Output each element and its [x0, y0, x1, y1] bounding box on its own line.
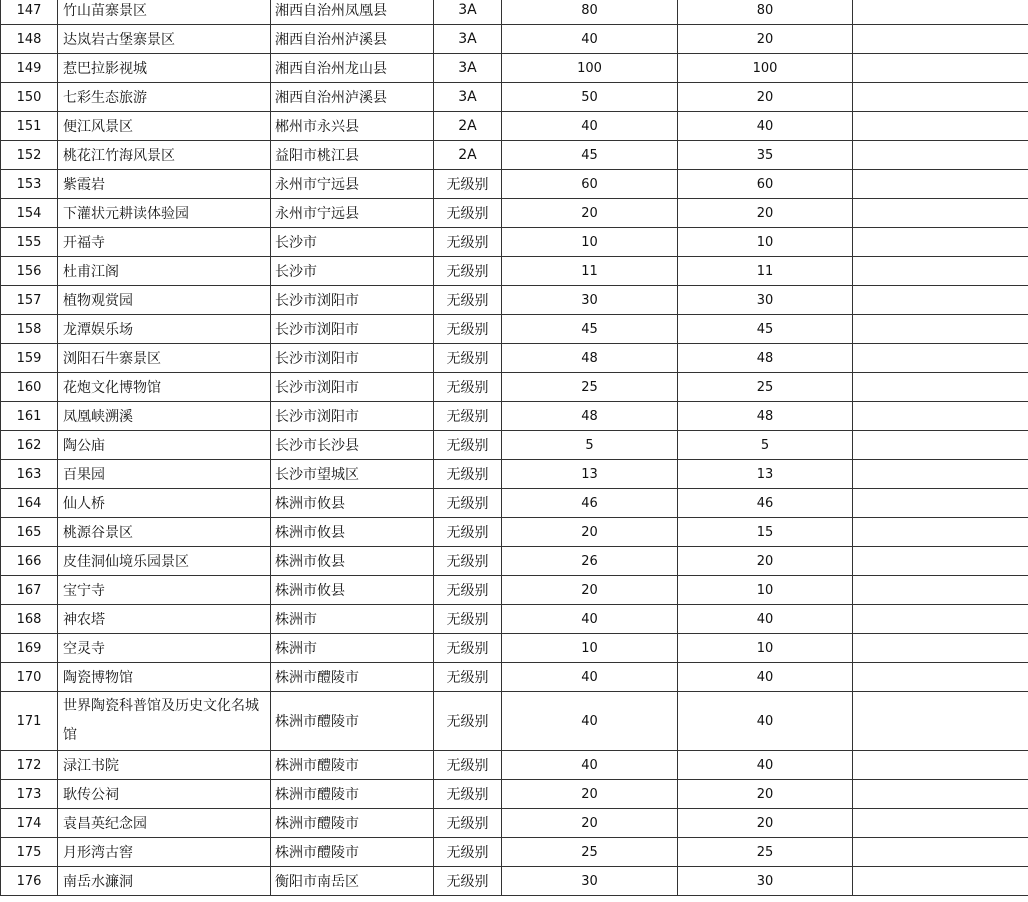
value-cell-1: 20 — [502, 199, 678, 228]
scenic-spot-name: 竹山苗寨景区 — [58, 0, 271, 25]
level-cell: 无级别 — [434, 228, 502, 257]
table-row — [1, 838, 1028, 867]
table-row — [1, 402, 1028, 431]
scenic-spot-name: 惹巴拉影视城 — [58, 54, 271, 83]
location-cell: 株洲市 — [271, 634, 434, 663]
location-cell: 株洲市醴陵市 — [271, 809, 434, 838]
row-number: 153 — [1, 170, 58, 199]
location-cell: 长沙市 — [271, 257, 434, 286]
note-cell — [853, 141, 1028, 170]
value-cell-2: 48 — [678, 344, 853, 373]
level-cell: 无级别 — [434, 489, 502, 518]
row-number: 169 — [1, 634, 58, 663]
value-cell-1: 40 — [502, 25, 678, 54]
level-cell: 无级别 — [434, 518, 502, 547]
table-row — [1, 170, 1028, 199]
value-cell-1: 40 — [502, 751, 678, 780]
note-cell — [853, 170, 1028, 199]
table-row — [1, 692, 1028, 751]
value-cell-2: 25 — [678, 373, 853, 402]
value-cell-2: 20 — [678, 83, 853, 112]
level-cell: 无级别 — [434, 257, 502, 286]
table-row — [1, 431, 1028, 460]
scenic-spot-name: 龙潭娱乐场 — [58, 315, 271, 344]
table-row — [1, 373, 1028, 402]
value-cell-2: 40 — [678, 605, 853, 634]
note-cell — [853, 634, 1028, 663]
location-cell: 株洲市醴陵市 — [271, 838, 434, 867]
location-cell: 株洲市醴陵市 — [271, 692, 434, 751]
value-cell-1: 40 — [502, 112, 678, 141]
row-number: 158 — [1, 315, 58, 344]
value-cell-1: 20 — [502, 809, 678, 838]
location-cell: 株洲市醴陵市 — [271, 780, 434, 809]
value-cell-2: 10 — [678, 634, 853, 663]
level-cell: 无级别 — [434, 605, 502, 634]
scenic-spot-name: 袁昌英纪念园 — [58, 809, 271, 838]
scenic-spot-name: 植物观赏园 — [58, 286, 271, 315]
value-cell-2: 80 — [678, 0, 853, 25]
row-number: 148 — [1, 25, 58, 54]
note-cell — [853, 286, 1028, 315]
row-number: 167 — [1, 576, 58, 605]
note-cell — [853, 25, 1028, 54]
scenic-spot-name: 世界陶瓷科普馆及历史文化名城馆 — [58, 692, 271, 751]
value-cell-2: 100 — [678, 54, 853, 83]
level-cell: 2A — [434, 141, 502, 170]
scenic-spot-name: 凤凰峡溯溪 — [58, 402, 271, 431]
value-cell-2: 20 — [678, 199, 853, 228]
value-cell-2: 30 — [678, 286, 853, 315]
scenic-spot-name: 耿传公祠 — [58, 780, 271, 809]
row-number: 172 — [1, 751, 58, 780]
value-cell-1: 11 — [502, 257, 678, 286]
location-cell: 益阳市桃江县 — [271, 141, 434, 170]
note-cell — [853, 0, 1028, 25]
row-number: 171 — [1, 692, 58, 751]
value-cell-2: 46 — [678, 489, 853, 518]
level-cell: 2A — [434, 112, 502, 141]
scenic-spot-name: 皮佳洞仙境乐园景区 — [58, 547, 271, 576]
scenic-spot-name: 月形湾古窖 — [58, 838, 271, 867]
value-cell-1: 13 — [502, 460, 678, 489]
scenic-spot-name: 开福寺 — [58, 228, 271, 257]
note-cell — [853, 809, 1028, 838]
level-cell: 无级别 — [434, 751, 502, 780]
table-body — [1, 0, 1028, 896]
level-cell: 无级别 — [434, 547, 502, 576]
location-cell: 长沙市浏阳市 — [271, 402, 434, 431]
value-cell-1: 30 — [502, 286, 678, 315]
note-cell — [853, 605, 1028, 634]
table-row — [1, 605, 1028, 634]
location-cell: 湘西自治州龙山县 — [271, 54, 434, 83]
value-cell-2: 20 — [678, 780, 853, 809]
note-cell — [853, 315, 1028, 344]
table-row — [1, 344, 1028, 373]
note-cell — [853, 867, 1028, 896]
table-row — [1, 228, 1028, 257]
level-cell: 无级别 — [434, 634, 502, 663]
row-number: 157 — [1, 286, 58, 315]
value-cell-2: 25 — [678, 838, 853, 867]
row-number: 147 — [1, 0, 58, 25]
value-cell-1: 25 — [502, 373, 678, 402]
row-number: 159 — [1, 344, 58, 373]
location-cell: 长沙市长沙县 — [271, 431, 434, 460]
note-cell — [853, 199, 1028, 228]
scenic-spot-name: 陶瓷博物馆 — [58, 663, 271, 692]
note-cell — [853, 576, 1028, 605]
value-cell-2: 48 — [678, 402, 853, 431]
row-number: 156 — [1, 257, 58, 286]
note-cell — [853, 489, 1028, 518]
location-cell: 永州市宁远县 — [271, 199, 434, 228]
scenic-spot-name: 渌江书院 — [58, 751, 271, 780]
level-cell: 无级别 — [434, 576, 502, 605]
value-cell-1: 46 — [502, 489, 678, 518]
location-cell: 株洲市攸县 — [271, 576, 434, 605]
table-row — [1, 460, 1028, 489]
table-row — [1, 867, 1028, 896]
table-row — [1, 112, 1028, 141]
table-row — [1, 634, 1028, 663]
value-cell-1: 40 — [502, 663, 678, 692]
table-row — [1, 0, 1028, 25]
value-cell-1: 25 — [502, 838, 678, 867]
table-row — [1, 547, 1028, 576]
scenic-spot-name: 宝宁寺 — [58, 576, 271, 605]
level-cell: 无级别 — [434, 809, 502, 838]
value-cell-2: 30 — [678, 867, 853, 896]
note-cell — [853, 83, 1028, 112]
level-cell: 无级别 — [434, 431, 502, 460]
note-cell — [853, 780, 1028, 809]
scenic-spot-name: 下灌状元耕读体验园 — [58, 199, 271, 228]
level-cell: 3A — [434, 0, 502, 25]
table-row — [1, 315, 1028, 344]
row-number: 151 — [1, 112, 58, 141]
table-row — [1, 576, 1028, 605]
location-cell: 长沙市 — [271, 228, 434, 257]
value-cell-1: 48 — [502, 402, 678, 431]
note-cell — [853, 228, 1028, 257]
value-cell-2: 40 — [678, 692, 853, 751]
scenic-spot-name: 杜甫江阁 — [58, 257, 271, 286]
note-cell — [853, 838, 1028, 867]
level-cell: 无级别 — [434, 867, 502, 896]
location-cell: 株洲市攸县 — [271, 547, 434, 576]
note-cell — [853, 547, 1028, 576]
value-cell-1: 40 — [502, 692, 678, 751]
value-cell-1: 20 — [502, 780, 678, 809]
value-cell-2: 10 — [678, 228, 853, 257]
location-cell: 衡阳市南岳区 — [271, 867, 434, 896]
scenic-spot-name: 桃花江竹海风景区 — [58, 141, 271, 170]
value-cell-1: 50 — [502, 83, 678, 112]
table-row — [1, 780, 1028, 809]
row-number: 149 — [1, 54, 58, 83]
row-number: 165 — [1, 518, 58, 547]
value-cell-2: 20 — [678, 25, 853, 54]
value-cell-2: 40 — [678, 112, 853, 141]
table-row — [1, 54, 1028, 83]
value-cell-1: 26 — [502, 547, 678, 576]
row-number: 164 — [1, 489, 58, 518]
value-cell-1: 20 — [502, 576, 678, 605]
table-row — [1, 199, 1028, 228]
location-cell: 湘西自治州泸溪县 — [271, 25, 434, 54]
note-cell — [853, 431, 1028, 460]
location-cell: 永州市宁远县 — [271, 170, 434, 199]
scenic-spot-name: 神农塔 — [58, 605, 271, 634]
scenic-spot-name: 七彩生态旅游 — [58, 83, 271, 112]
value-cell-1: 10 — [502, 634, 678, 663]
scenic-spot-name: 桃源谷景区 — [58, 518, 271, 547]
table-row — [1, 141, 1028, 170]
value-cell-1: 45 — [502, 141, 678, 170]
note-cell — [853, 257, 1028, 286]
table-row — [1, 83, 1028, 112]
note-cell — [853, 518, 1028, 547]
value-cell-1: 80 — [502, 0, 678, 25]
scenic-spot-name: 百果园 — [58, 460, 271, 489]
level-cell: 无级别 — [434, 286, 502, 315]
location-cell: 长沙市浏阳市 — [271, 315, 434, 344]
level-cell: 无级别 — [434, 199, 502, 228]
scenic-spot-name: 南岳水濂洞 — [58, 867, 271, 896]
location-cell: 长沙市浏阳市 — [271, 286, 434, 315]
row-number: 150 — [1, 83, 58, 112]
level-cell: 无级别 — [434, 315, 502, 344]
row-number: 163 — [1, 460, 58, 489]
scenic-spot-name: 陶公庙 — [58, 431, 271, 460]
row-number: 168 — [1, 605, 58, 634]
row-number: 152 — [1, 141, 58, 170]
value-cell-2: 15 — [678, 518, 853, 547]
location-cell: 郴州市永兴县 — [271, 112, 434, 141]
scenic-spot-name: 仙人桥 — [58, 489, 271, 518]
value-cell-1: 5 — [502, 431, 678, 460]
value-cell-2: 40 — [678, 751, 853, 780]
table-row — [1, 518, 1028, 547]
location-cell: 株洲市醴陵市 — [271, 663, 434, 692]
location-cell: 株洲市醴陵市 — [271, 751, 434, 780]
level-cell: 无级别 — [434, 460, 502, 489]
note-cell — [853, 373, 1028, 402]
location-cell: 湘西自治州凤凰县 — [271, 0, 434, 25]
level-cell: 无级别 — [434, 170, 502, 199]
value-cell-1: 10 — [502, 228, 678, 257]
scenic-spot-name: 达岚岩古堡寨景区 — [58, 25, 271, 54]
value-cell-2: 20 — [678, 547, 853, 576]
table-row — [1, 286, 1028, 315]
level-cell: 无级别 — [434, 838, 502, 867]
level-cell: 无级别 — [434, 373, 502, 402]
level-cell: 无级别 — [434, 780, 502, 809]
level-cell: 无级别 — [434, 692, 502, 751]
level-cell: 3A — [434, 25, 502, 54]
note-cell — [853, 54, 1028, 83]
value-cell-2: 45 — [678, 315, 853, 344]
level-cell: 无级别 — [434, 344, 502, 373]
location-cell: 株洲市攸县 — [271, 518, 434, 547]
scenic-spot-name: 空灵寺 — [58, 634, 271, 663]
location-cell: 株洲市 — [271, 605, 434, 634]
location-cell: 长沙市浏阳市 — [271, 373, 434, 402]
location-cell: 湘西自治州泸溪县 — [271, 83, 434, 112]
level-cell: 无级别 — [434, 663, 502, 692]
row-number: 160 — [1, 373, 58, 402]
value-cell-2: 60 — [678, 170, 853, 199]
table-row — [1, 751, 1028, 780]
value-cell-2: 20 — [678, 809, 853, 838]
level-cell: 3A — [434, 54, 502, 83]
row-number: 154 — [1, 199, 58, 228]
value-cell-2: 35 — [678, 141, 853, 170]
value-cell-1: 20 — [502, 518, 678, 547]
note-cell — [853, 344, 1028, 373]
value-cell-1: 48 — [502, 344, 678, 373]
value-cell-1: 40 — [502, 605, 678, 634]
row-number: 161 — [1, 402, 58, 431]
note-cell — [853, 751, 1028, 780]
note-cell — [853, 663, 1028, 692]
table-row — [1, 489, 1028, 518]
table-row — [1, 25, 1028, 54]
value-cell-2: 13 — [678, 460, 853, 489]
value-cell-1: 60 — [502, 170, 678, 199]
value-cell-1: 45 — [502, 315, 678, 344]
value-cell-1: 30 — [502, 867, 678, 896]
scenic-spot-name: 花炮文化博物馆 — [58, 373, 271, 402]
note-cell — [853, 112, 1028, 141]
value-cell-2: 5 — [678, 431, 853, 460]
scenic-spot-name: 紫霞岩 — [58, 170, 271, 199]
value-cell-2: 40 — [678, 663, 853, 692]
location-cell: 长沙市望城区 — [271, 460, 434, 489]
value-cell-2: 10 — [678, 576, 853, 605]
row-number: 173 — [1, 780, 58, 809]
row-number: 155 — [1, 228, 58, 257]
row-number: 166 — [1, 547, 58, 576]
row-number: 174 — [1, 809, 58, 838]
level-cell: 3A — [434, 83, 502, 112]
note-cell — [853, 692, 1028, 751]
location-cell: 长沙市浏阳市 — [271, 344, 434, 373]
value-cell-2: 11 — [678, 257, 853, 286]
table-row — [1, 663, 1028, 692]
row-number: 162 — [1, 431, 58, 460]
level-cell: 无级别 — [434, 402, 502, 431]
note-cell — [853, 460, 1028, 489]
location-cell: 株洲市攸县 — [271, 489, 434, 518]
row-number: 175 — [1, 838, 58, 867]
table-row — [1, 257, 1028, 286]
scenic-spot-name: 便江风景区 — [58, 112, 271, 141]
note-cell — [853, 402, 1028, 431]
value-cell-1: 100 — [502, 54, 678, 83]
table-row — [1, 809, 1028, 838]
scenic-spot-name: 浏阳石牛寨景区 — [58, 344, 271, 373]
row-number: 176 — [1, 867, 58, 896]
row-number: 170 — [1, 663, 58, 692]
